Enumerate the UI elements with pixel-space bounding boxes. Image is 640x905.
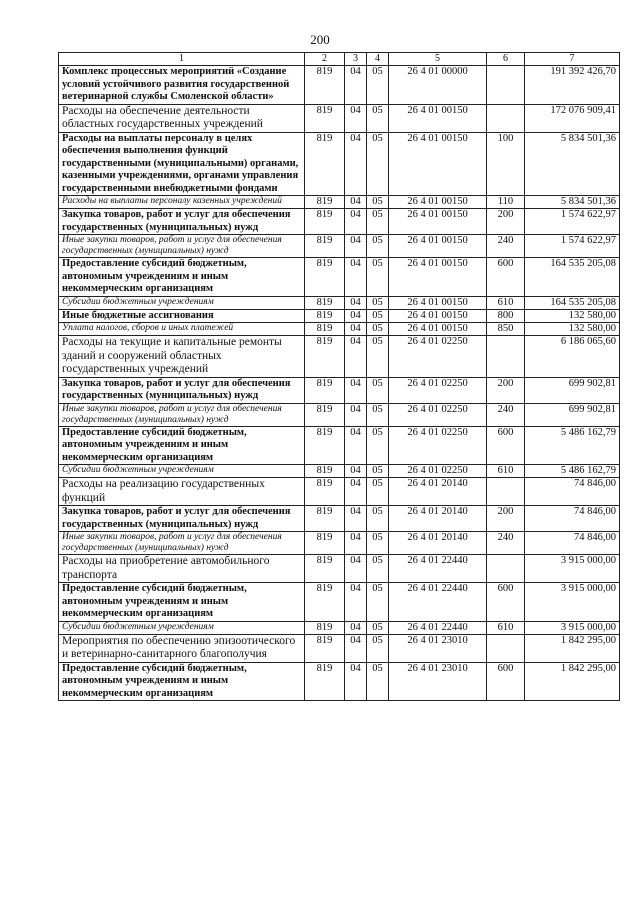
header-cell: 1 xyxy=(59,53,305,66)
cell-amount: 5 834 501,36 xyxy=(525,132,620,196)
cell-subsection: 05 xyxy=(367,555,389,583)
cell-section: 04 xyxy=(345,336,367,378)
page-number: 200 xyxy=(310,32,330,47)
cell-expense-type: 200 xyxy=(487,377,525,403)
cell-name: Расходы на реализацию государственных функций xyxy=(59,478,305,506)
cell-amount: 1 842 295,00 xyxy=(525,662,620,701)
table-row xyxy=(59,426,620,465)
cell-amount: 132 580,00 xyxy=(525,323,620,336)
cell-name: Расходы на выплаты персоналу в целях обеспечения выполнения функций государственными (муниципальными) органами, казенными учреждениями, органами управления государственными внебюджетными фондами xyxy=(59,132,305,196)
cell-target-article: 26 4 01 02250 xyxy=(389,426,487,465)
cell-target-article: 26 4 01 20140 xyxy=(389,478,487,506)
cell-ministry-code: 819 xyxy=(305,235,345,258)
table-row xyxy=(59,235,620,258)
cell-amount: 5 486 162,79 xyxy=(525,465,620,478)
cell-ministry-code: 819 xyxy=(305,583,345,622)
cell-name: Субсидии бюджетным учреждениям xyxy=(59,465,305,478)
cell-subsection: 05 xyxy=(367,309,389,323)
cell-subsection: 05 xyxy=(367,209,389,235)
cell-subsection: 05 xyxy=(367,403,389,426)
cell-target-article: 26 4 01 02250 xyxy=(389,377,487,403)
table-row xyxy=(59,506,620,532)
cell-target-article: 26 4 01 02250 xyxy=(389,336,487,378)
table-header-row xyxy=(59,53,620,66)
cell-subsection: 05 xyxy=(367,258,389,297)
cell-target-article: 26 4 01 00150 xyxy=(389,296,487,309)
table-row xyxy=(59,583,620,622)
cell-subsection: 05 xyxy=(367,235,389,258)
cell-section: 04 xyxy=(345,634,367,662)
cell-section: 04 xyxy=(345,209,367,235)
cell-section: 04 xyxy=(345,132,367,196)
cell-section: 04 xyxy=(345,235,367,258)
cell-expense-type xyxy=(487,634,525,662)
cell-ministry-code: 819 xyxy=(305,196,345,209)
cell-name: Комплекс процессных мероприятий «Создание условий устойчивого развития государственной ветеринарной службы Смоленской области» xyxy=(59,66,305,105)
cell-expense-type: 800 xyxy=(487,309,525,323)
cell-ministry-code: 819 xyxy=(305,506,345,532)
cell-amount: 3 915 000,00 xyxy=(525,555,620,583)
cell-expense-type: 240 xyxy=(487,403,525,426)
cell-target-article: 26 4 01 20140 xyxy=(389,506,487,532)
cell-subsection: 05 xyxy=(367,132,389,196)
cell-subsection: 05 xyxy=(367,465,389,478)
cell-ministry-code: 819 xyxy=(305,662,345,701)
table-row xyxy=(59,209,620,235)
cell-subsection: 05 xyxy=(367,532,389,555)
cell-ministry-code: 819 xyxy=(305,209,345,235)
cell-expense-type xyxy=(487,555,525,583)
cell-name: Закупка товаров, работ и услуг для обеспечения государственных (муниципальных) нужд xyxy=(59,209,305,235)
cell-target-article: 26 4 01 00150 xyxy=(389,258,487,297)
cell-name: Субсидии бюджетным учреждениям xyxy=(59,296,305,309)
cell-subsection: 05 xyxy=(367,196,389,209)
cell-subsection: 05 xyxy=(367,323,389,336)
table-row xyxy=(59,296,620,309)
cell-amount: 164 535 205,08 xyxy=(525,258,620,297)
cell-expense-type: 600 xyxy=(487,662,525,701)
cell-target-article: 26 4 01 20140 xyxy=(389,532,487,555)
cell-ministry-code: 819 xyxy=(305,296,345,309)
cell-expense-type: 200 xyxy=(487,209,525,235)
cell-subsection: 05 xyxy=(367,66,389,105)
header-cell: 6 xyxy=(487,53,525,66)
cell-amount: 1 574 622,97 xyxy=(525,209,620,235)
cell-ministry-code: 819 xyxy=(305,309,345,323)
table-row xyxy=(59,377,620,403)
table-row xyxy=(59,621,620,634)
header-cell: 3 xyxy=(345,53,367,66)
cell-section: 04 xyxy=(345,426,367,465)
cell-name: Предоставление субсидий бюджетным, автономным учреждениям и иным некоммерческим организациям xyxy=(59,426,305,465)
table-row xyxy=(59,132,620,196)
cell-amount: 699 902,81 xyxy=(525,377,620,403)
cell-ministry-code: 819 xyxy=(305,104,345,132)
table-row xyxy=(59,336,620,378)
cell-expense-type: 610 xyxy=(487,465,525,478)
cell-ministry-code: 819 xyxy=(305,478,345,506)
cell-ministry-code: 819 xyxy=(305,336,345,378)
cell-ministry-code: 819 xyxy=(305,377,345,403)
cell-name: Расходы на обеспечение деятельности областных государственных учреждений xyxy=(59,104,305,132)
table-row xyxy=(59,258,620,297)
cell-amount: 1 574 622,97 xyxy=(525,235,620,258)
header-cell: 4 xyxy=(367,53,389,66)
cell-subsection: 05 xyxy=(367,336,389,378)
cell-ministry-code: 819 xyxy=(305,426,345,465)
cell-name: Иные закупки товаров, работ и услуг для обеспечения государственных (муниципальных) нужд xyxy=(59,235,305,258)
cell-expense-type: 600 xyxy=(487,583,525,622)
cell-subsection: 05 xyxy=(367,634,389,662)
cell-name: Иные закупки товаров, работ и услуг для обеспечения государственных (муниципальных) нужд xyxy=(59,403,305,426)
cell-target-article: 26 4 01 00150 xyxy=(389,309,487,323)
cell-expense-type: 850 xyxy=(487,323,525,336)
cell-subsection: 05 xyxy=(367,583,389,622)
cell-expense-type: 240 xyxy=(487,532,525,555)
table-row xyxy=(59,465,620,478)
cell-target-article: 26 4 01 00150 xyxy=(389,323,487,336)
cell-amount: 3 915 000,00 xyxy=(525,583,620,622)
cell-name: Закупка товаров, работ и услуг для обеспечения государственных (муниципальных) нужд xyxy=(59,377,305,403)
cell-section: 04 xyxy=(345,309,367,323)
cell-amount: 191 392 426,70 xyxy=(525,66,620,105)
cell-target-article: 26 4 01 02250 xyxy=(389,403,487,426)
cell-section: 04 xyxy=(345,465,367,478)
cell-target-article: 26 4 01 00150 xyxy=(389,104,487,132)
table-row xyxy=(59,196,620,209)
table-row xyxy=(59,66,620,105)
table-row xyxy=(59,478,620,506)
header-cell: 7 xyxy=(525,53,620,66)
cell-ministry-code: 819 xyxy=(305,258,345,297)
cell-name: Предоставление субсидий бюджетным, автономным учреждениям и иным некоммерческим организациям xyxy=(59,662,305,701)
cell-target-article: 26 4 01 02250 xyxy=(389,465,487,478)
cell-target-article: 26 4 01 22440 xyxy=(389,583,487,622)
cell-amount: 6 186 065,60 xyxy=(525,336,620,378)
cell-ministry-code: 819 xyxy=(305,555,345,583)
cell-section: 04 xyxy=(345,296,367,309)
cell-section: 04 xyxy=(345,555,367,583)
cell-amount: 3 915 000,00 xyxy=(525,621,620,634)
cell-subsection: 05 xyxy=(367,506,389,532)
cell-expense-type xyxy=(487,66,525,105)
cell-amount: 74 846,00 xyxy=(525,506,620,532)
table-row xyxy=(59,532,620,555)
cell-amount: 172 076 909,41 xyxy=(525,104,620,132)
cell-section: 04 xyxy=(345,377,367,403)
cell-subsection: 05 xyxy=(367,478,389,506)
table-row xyxy=(59,555,620,583)
header-cell: 5 xyxy=(389,53,487,66)
cell-name: Расходы на текущие и капитальные ремонты зданий и сооружений областных государственных учреждений xyxy=(59,336,305,378)
cell-ministry-code: 819 xyxy=(305,621,345,634)
cell-section: 04 xyxy=(345,196,367,209)
table-row xyxy=(59,104,620,132)
cell-expense-type xyxy=(487,104,525,132)
cell-target-article: 26 4 01 00150 xyxy=(389,132,487,196)
cell-name: Мероприятия по обеспечению эпизоотического и ветеринарно-санитарного благополучия xyxy=(59,634,305,662)
cell-target-article: 26 4 01 23010 xyxy=(389,634,487,662)
cell-expense-type xyxy=(487,336,525,378)
cell-ministry-code: 819 xyxy=(305,66,345,105)
cell-target-article: 26 4 01 00150 xyxy=(389,209,487,235)
cell-target-article: 26 4 01 23010 xyxy=(389,662,487,701)
cell-expense-type: 610 xyxy=(487,296,525,309)
header-cell: 2 xyxy=(305,53,345,66)
table-row xyxy=(59,403,620,426)
table-row xyxy=(59,662,620,701)
cell-name: Иные бюджетные ассигнования xyxy=(59,309,305,323)
cell-amount: 74 846,00 xyxy=(525,532,620,555)
cell-subsection: 05 xyxy=(367,296,389,309)
cell-expense-type xyxy=(487,478,525,506)
cell-section: 04 xyxy=(345,403,367,426)
cell-target-article: 26 4 01 00150 xyxy=(389,235,487,258)
cell-section: 04 xyxy=(345,662,367,701)
cell-expense-type: 110 xyxy=(487,196,525,209)
cell-target-article: 26 4 01 22440 xyxy=(389,621,487,634)
cell-subsection: 05 xyxy=(367,621,389,634)
cell-target-article: 26 4 01 00150 xyxy=(389,196,487,209)
cell-section: 04 xyxy=(345,66,367,105)
table-row xyxy=(59,634,620,662)
cell-amount: 74 846,00 xyxy=(525,478,620,506)
cell-target-article: 26 4 01 00000 xyxy=(389,66,487,105)
cell-expense-type: 100 xyxy=(487,132,525,196)
cell-section: 04 xyxy=(345,532,367,555)
cell-name: Субсидии бюджетным учреждениям xyxy=(59,621,305,634)
cell-subsection: 05 xyxy=(367,426,389,465)
cell-name: Расходы на выплаты персоналу казенных учреждений xyxy=(59,196,305,209)
cell-expense-type: 600 xyxy=(487,258,525,297)
cell-expense-type: 200 xyxy=(487,506,525,532)
cell-amount: 1 842 295,00 xyxy=(525,634,620,662)
cell-amount: 5 834 501,36 xyxy=(525,196,620,209)
budget-table xyxy=(58,52,620,701)
cell-subsection: 05 xyxy=(367,662,389,701)
cell-amount: 164 535 205,08 xyxy=(525,296,620,309)
cell-expense-type: 610 xyxy=(487,621,525,634)
cell-section: 04 xyxy=(345,583,367,622)
cell-section: 04 xyxy=(345,104,367,132)
cell-name: Предоставление субсидий бюджетным, автономным учреждениям и иным некоммерческим организациям xyxy=(59,258,305,297)
cell-section: 04 xyxy=(345,621,367,634)
cell-target-article: 26 4 01 22440 xyxy=(389,555,487,583)
cell-subsection: 05 xyxy=(367,377,389,403)
cell-amount: 5 486 162,79 xyxy=(525,426,620,465)
cell-section: 04 xyxy=(345,323,367,336)
cell-name: Закупка товаров, работ и услуг для обеспечения государственных (муниципальных) нужд xyxy=(59,506,305,532)
cell-amount: 699 902,81 xyxy=(525,403,620,426)
cell-name: Уплата налогов, сборов и иных платежей xyxy=(59,323,305,336)
cell-ministry-code: 819 xyxy=(305,403,345,426)
cell-amount: 132 580,00 xyxy=(525,309,620,323)
table-row xyxy=(59,323,620,336)
cell-expense-type: 600 xyxy=(487,426,525,465)
table-row xyxy=(59,309,620,323)
cell-section: 04 xyxy=(345,506,367,532)
cell-name: Предоставление субсидий бюджетным, автономным учреждениям и иным некоммерческим организациям xyxy=(59,583,305,622)
cell-expense-type: 240 xyxy=(487,235,525,258)
cell-ministry-code: 819 xyxy=(305,634,345,662)
cell-ministry-code: 819 xyxy=(305,323,345,336)
cell-subsection: 05 xyxy=(367,104,389,132)
cell-ministry-code: 819 xyxy=(305,132,345,196)
cell-name: Расходы на приобретение автомобильного транспорта xyxy=(59,555,305,583)
cell-ministry-code: 819 xyxy=(305,532,345,555)
cell-name: Иные закупки товаров, работ и услуг для обеспечения государственных (муниципальных) нужд xyxy=(59,532,305,555)
cell-ministry-code: 819 xyxy=(305,465,345,478)
cell-section: 04 xyxy=(345,478,367,506)
cell-section: 04 xyxy=(345,258,367,297)
